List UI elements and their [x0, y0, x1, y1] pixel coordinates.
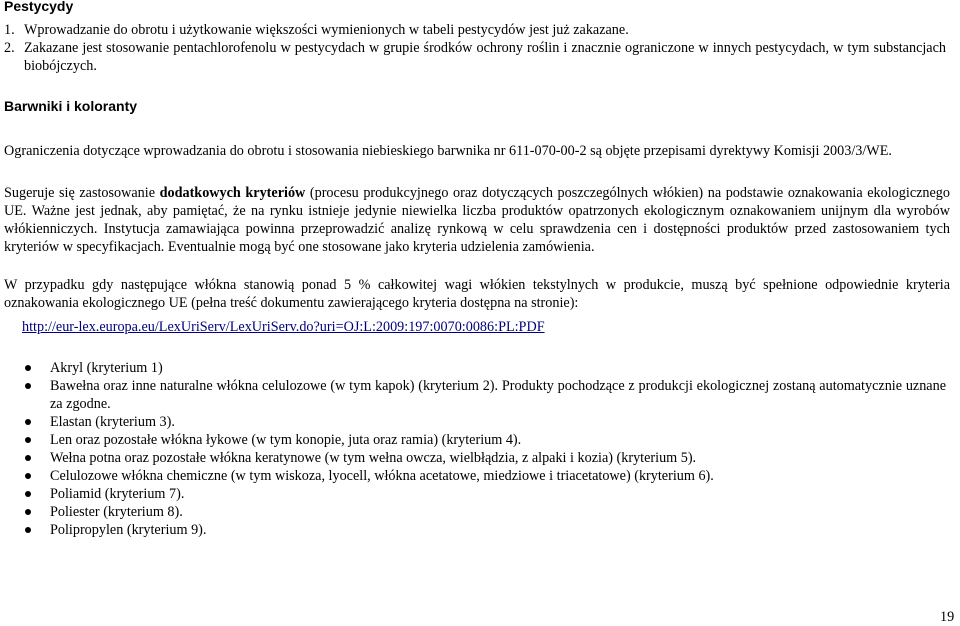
pesticides-list	[4, 21, 946, 75]
paragraph-text: Sugeruje się zastosowanie	[4, 185, 160, 201]
section-heading-pestycydy: Pestycydy	[4, 0, 74, 14]
page-number: 19	[940, 609, 955, 625]
list-item-text: Celulozowe włókna chemiczne (w tym wiskoza, lyocell, włókna acetatowe, miedziowe i triacetatowe) (kryterium 6).	[50, 468, 714, 484]
list-item-text: Wprowadzanie do obrotu i użytkowanie większości wymienionych w tabeli pestycydów jest już zakazane.	[24, 22, 629, 38]
paragraph-fibre-criteria: W przypadku gdy następujące włókna stanowią ponad 5 % całkowitej wagi włókien tekstylnych w produkcie, muszą być spełnione odpowiednie kryteria oznakowania ekologicznego UE (pełna treść dokumentu zawierającego kryteria dostępna na stronie):	[4, 277, 950, 311]
list-item-text: Bawełna oraz inne naturalne włókna celulozowe (w tym kapok) (kryterium 2). Produkty pochodzące z produkcji ekologicznej zostaną automatycznie uznane za zgodne.	[50, 378, 946, 412]
list-item-text: Elastan (kryterium 3).	[50, 414, 175, 430]
list-item-text: Zakazane jest stosowanie pentachlorofenolu w pestycydach w grupie środków ochrony roślin i znacznie ograniczone w innych pestycydach, w tym substancjach biobójczych.	[24, 40, 946, 74]
list-item	[22, 413, 946, 431]
list-item-text: Len oraz pozostałe włókna łykowe (w tym konopie, juta oraz ramia) (kryterium 4).	[50, 432, 522, 448]
list-item	[22, 467, 946, 485]
paragraph-dye-restrictions: Ograniczenia dotyczące wprowadzania do obrotu i stosowania niebieskiego barwnika nr 611-070-00-2 są objęte przepisami dyrektywy Komisji 2003/3/WE.	[4, 143, 892, 159]
bullet-icon	[25, 383, 31, 389]
bullet-icon	[25, 491, 31, 497]
list-item	[22, 503, 946, 521]
list-number: 2.	[4, 40, 15, 56]
bullet-icon	[25, 509, 31, 515]
bullet-icon	[25, 455, 31, 461]
list-item	[22, 359, 946, 377]
list-item	[22, 521, 946, 539]
list-item-text: Polipropylen (kryterium 9).	[50, 522, 207, 538]
bullet-icon	[25, 437, 31, 443]
list-item	[22, 449, 946, 467]
list-item	[22, 377, 946, 413]
list-number: 1.	[4, 22, 15, 38]
paragraph-additional-criteria	[4, 184, 950, 256]
fibre-bullet-list	[22, 359, 946, 539]
list-item-text: Poliester (kryterium 8).	[50, 504, 183, 520]
list-item-text: Poliamid (kryterium 7).	[50, 486, 185, 502]
bullet-icon	[25, 527, 31, 533]
list-item	[22, 485, 946, 503]
list-item	[22, 431, 946, 449]
bullet-icon	[25, 419, 31, 425]
bullet-icon	[25, 365, 31, 371]
section-heading-barwniki: Barwniki i koloranty	[4, 98, 138, 114]
bold-term: dodatkowych kryteriów	[159, 185, 306, 201]
list-item	[4, 21, 946, 39]
list-item-text: Wełna potna oraz pozostałe włókna keratynowe (w tym wełna owcza, wielbłądzia, z alpaki i kozia) (kryterium 5).	[50, 450, 697, 466]
list-item	[4, 39, 946, 75]
list-item-text: Akryl (kryterium 1)	[50, 360, 163, 376]
paragraph-text: (procesu produkcyjnego oraz dotyczących poszczególnych włókien) na podstawie oznakowania ekologicznego UE. Ważne jest jednak, aby pamiętać, że na rynku istnieje jedynie niewielka liczba produktów opatrzonych ekologicznym oznakowaniem unijnym dla wyrobów włókienniczych. Instytucja zamawiająca powinna przeprowadzić analizę rynkową w celu sprawdzenia cen i dostępności produktów przed zastosowaniem tych kryteriów w specyfikacjach. Eventualnie mogą być one stosowane jako kryteria udzielenia zamówienia.	[4, 185, 950, 255]
eur-lex-link[interactable]: http://eur-lex.europa.eu/LexUriServ/LexUriServ.do?uri=OJ:L:2009:197:0070:0086:PL:PDF	[22, 319, 545, 335]
bullet-icon	[25, 473, 31, 479]
